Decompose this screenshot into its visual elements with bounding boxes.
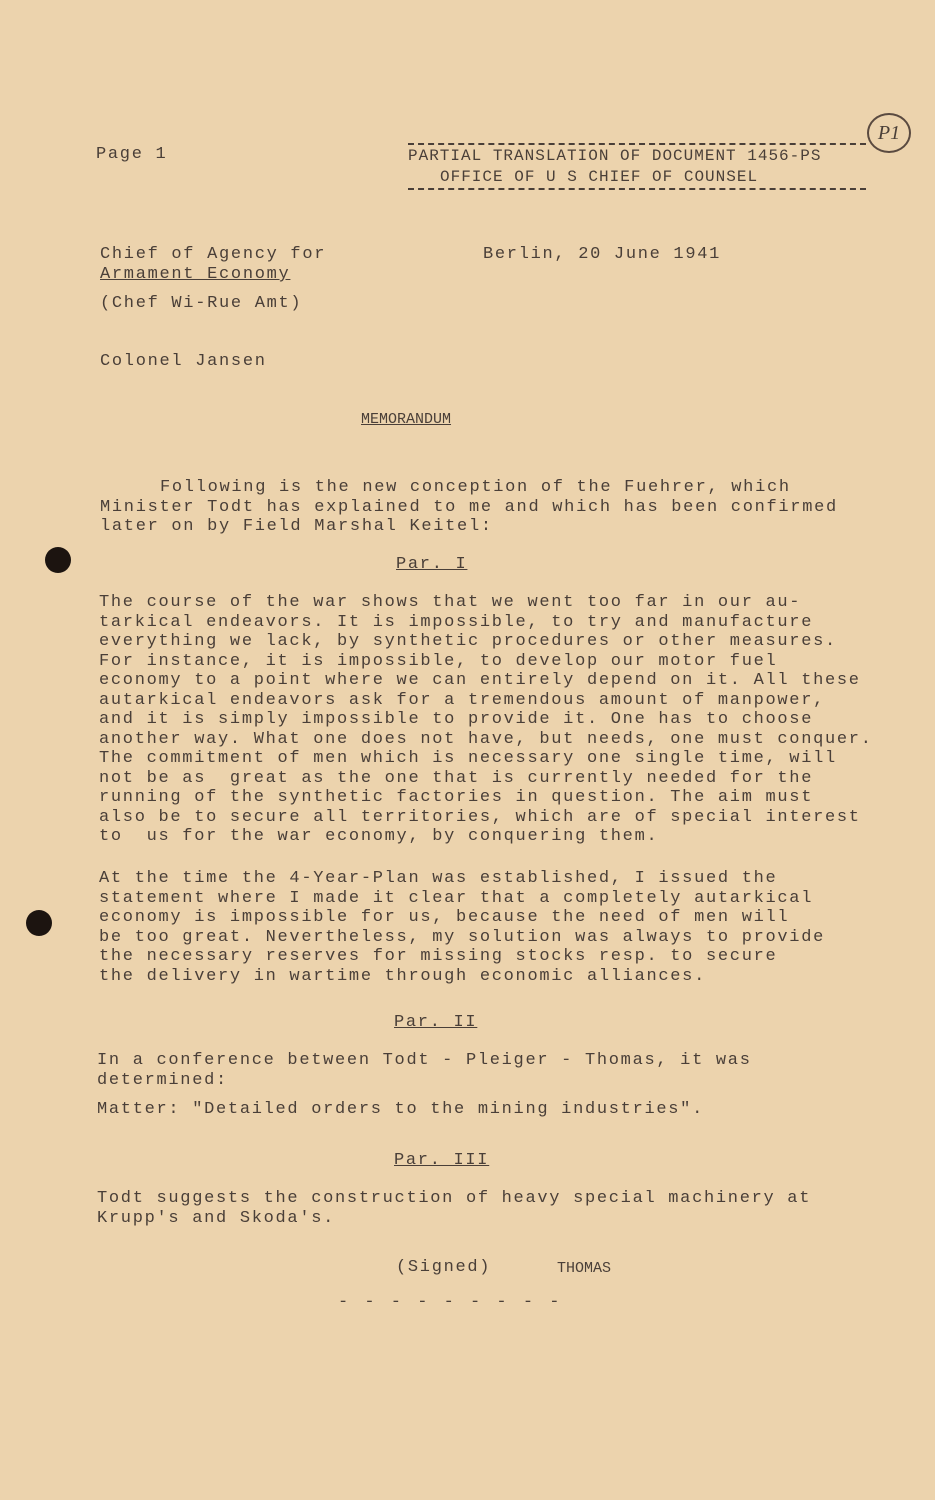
text-line: Todt suggests the construction of heavy special machinery at	[97, 1189, 812, 1208]
text-line: everything we lack, by synthetic procedures or other measures.	[99, 632, 837, 651]
intro-paragraph	[100, 478, 838, 537]
text-line: Minister Todt has explained to me and which has been confirmed	[100, 497, 838, 517]
par3-title: Par. III	[394, 1151, 490, 1170]
text-line: Following is the new conception of the Fuehrer, which	[160, 478, 791, 497]
text-line: At the time the 4-Year-Plan was established, I issued the	[99, 869, 778, 888]
text-line: autarkical endeavors ask for a tremendous amount of manpower,	[99, 690, 826, 710]
par2-paragraph	[97, 1051, 752, 1090]
header-rule-top	[408, 143, 866, 145]
text-line: the necessary reserves for missing stocks resp. to secure	[99, 947, 778, 966]
text-line: and it is simply impossible to provide it. One has to choose	[99, 710, 814, 729]
text-line: Krupp's and Skoda's.	[97, 1208, 336, 1228]
par2-title: Par. II	[394, 1013, 478, 1032]
text-line: For instance, it is impossible, to develop our motor fuel	[99, 651, 778, 671]
par1-title: Par. I	[396, 555, 468, 574]
par2-matter: Matter: "Detailed orders to the mining industries".	[97, 1100, 704, 1119]
date: Berlin, 20 June 1941	[483, 245, 722, 264]
text-line: not be as great as the one that is currently needed for the	[99, 768, 814, 788]
page-number: Page 1	[96, 145, 168, 164]
page-mark-stamp: P1	[867, 113, 911, 153]
sender-line3: (Chef Wi-Rue Amt)	[100, 294, 303, 313]
sender-line1: Chief of Agency for	[100, 245, 327, 264]
office-title: OFFICE OF U S CHIEF OF COUNSEL	[440, 168, 759, 186]
par1-paragraph2	[99, 869, 825, 986]
memo-heading: MEMORANDUM	[361, 411, 452, 428]
signed-label: (Signed)	[396, 1258, 492, 1277]
text-line: tarkical endeavors. It is impossible, to try and manufacture	[99, 612, 814, 632]
text-line: also be to secure all territories, which are of special interest	[99, 807, 861, 827]
punch-hole	[26, 910, 52, 936]
text-line: another way. What one does not have, but needs, one must conquer.	[99, 729, 873, 749]
punch-hole	[45, 547, 71, 573]
text-line: to us for the war economy, by conquering them.	[99, 827, 659, 846]
text-line: In a conference between Todt - Pleiger - Thomas, it was	[97, 1051, 752, 1070]
text-line: the delivery in wartime through economic alliances.	[99, 966, 706, 986]
recipient: Colonel Jansen	[100, 352, 267, 371]
document-title: PARTIAL TRANSLATION OF DOCUMENT 1456-PS	[408, 147, 822, 165]
text-line: statement where I made it clear that a completely autarkical	[99, 888, 814, 908]
text-line: running of the synthetic factories in question. The aim must	[99, 788, 814, 807]
sender-line2: Armament Economy	[100, 265, 291, 284]
text-line: later on by Field Marshal Keitel:	[100, 517, 493, 536]
par1-paragraph1	[99, 593, 873, 847]
text-line: economy is impossible for us, because the need of men will	[99, 908, 790, 927]
signature-name: THOMAS	[557, 1260, 612, 1277]
text-line: be too great. Nevertheless, my solution was always to provide	[99, 927, 826, 947]
closing-divider: - - - - - - - - -	[338, 1293, 563, 1312]
text-line: The commitment of men which is necessary one single time, will	[99, 749, 837, 768]
text-line: economy to a point where we can entirely depend on it. All these	[99, 671, 861, 690]
text-line: The course of the war shows that we went too far in our au-	[99, 593, 802, 612]
text-line: determined:	[97, 1070, 228, 1090]
par3-paragraph	[97, 1189, 811, 1228]
header-rule-bottom	[408, 188, 866, 190]
